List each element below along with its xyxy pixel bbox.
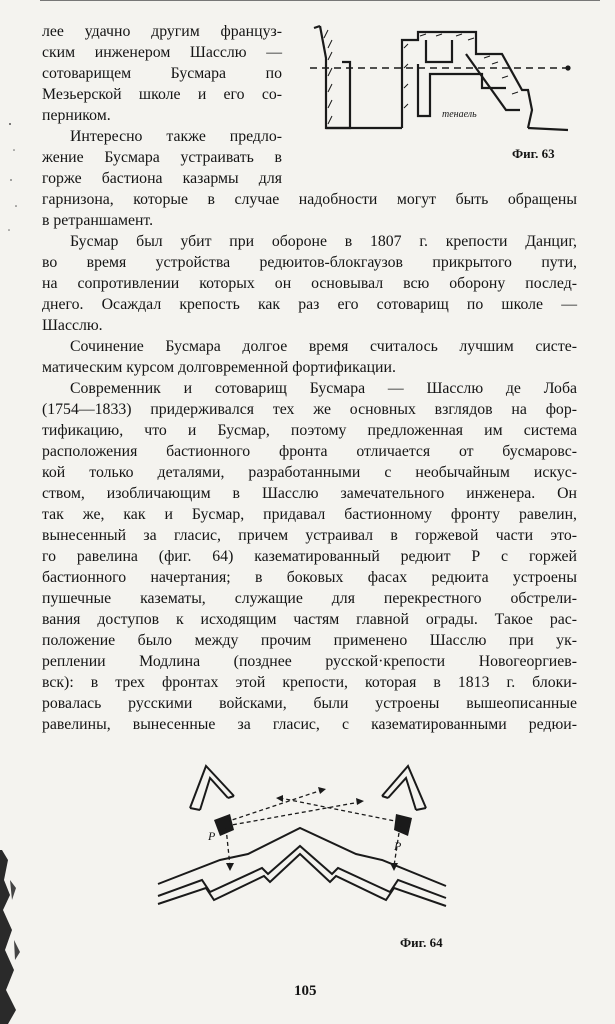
- figure-64-label-p-left: P: [208, 829, 216, 843]
- scan-edge-noise: [0, 840, 22, 1024]
- text-line: Мезьерской школе и его со-: [42, 86, 282, 103]
- text-line: ским инженером Шасслю —: [42, 44, 282, 61]
- text-line: на сопротивлении которых он основывал всю оборону послед-: [42, 275, 577, 292]
- figure-64-drawing: [150, 756, 460, 926]
- figure-63-drawing: [306, 18, 576, 148]
- text-line: Современник и сотоварищ Бусмара — Шасслю де Лоба: [70, 380, 577, 397]
- text-line: лее удачно другим француз-: [42, 23, 282, 40]
- text-line: положение было между прочим применено Шасслю при ук-: [42, 632, 577, 649]
- page-number: 105: [294, 983, 317, 999]
- text-line: кой только деталями, разработанными с необычайным искус-: [42, 464, 577, 481]
- text-line: равелины, вынесенные за гласис, с казематированными редюи-: [42, 716, 577, 733]
- text-line: вания доступов к исходящим частям главной ограды. Такое рас-: [42, 611, 577, 628]
- text-line: Шасслю.: [42, 317, 103, 334]
- text-line: во время устройства редюитов-блокгаузов прикрытого пути,: [42, 254, 577, 271]
- text-line: жение Бусмара устраивать в: [42, 149, 282, 166]
- text-line: го равелина (фиг. 64) казематированный редюит Р с горжей: [42, 548, 577, 565]
- text-line: Бусмар был убит при обороне в 1807 г. крепости Данциг,: [70, 233, 577, 250]
- text-line: так же, как и Бусмар, придавал бастионному фронту равелин,: [42, 506, 577, 523]
- text-line: бастионного начертания; в боковых фасах редюита устроены: [42, 569, 577, 586]
- text-line: сотоварищем Бусмара по: [42, 65, 282, 82]
- text-line: пушечные казематы, служащие для перекрестного обстрели-: [42, 590, 577, 607]
- text-line: ровалась русскими войсками, были устроены вышеописанные: [42, 695, 577, 712]
- text-line: ством, изобличающим в Шасслю замечательного инженера. Он: [42, 485, 577, 502]
- text-line: Сочинение Бусмара долгое время считалось лучшим систе-: [70, 338, 577, 355]
- figure-63-label: тенаель: [442, 109, 477, 120]
- figure-63-caption: Фиг. 63: [512, 146, 555, 161]
- top-rule: [40, 0, 600, 1]
- text-line: горже бастиона казармы для: [42, 170, 282, 187]
- figure-64-label-p-right: P: [394, 839, 402, 853]
- text-line: расположения бастионного фронта отличается от бусмаровс-: [42, 443, 577, 460]
- text-line: гарнизона, которые в случае надобности могут быть обращены: [42, 191, 577, 208]
- text-line: (1754—1833) придерживался тех же основных взглядов на фор-: [42, 401, 577, 418]
- text-line: в ретраншамент.: [42, 212, 154, 229]
- text-line: вынесенный за гласис, причем устраивал в горжевой части это-: [42, 527, 577, 544]
- text-line: Интересно также предло-: [70, 128, 282, 145]
- text-line: днего. Осаждал крепость как раз его сотоварищ по школе —: [42, 296, 577, 313]
- text-line: тификацию, что и Бусмар, поэтому предложенная им система: [42, 422, 577, 439]
- text-line: реплении Модлина (позднее русской·крепости Новогеоргиев-: [42, 653, 577, 670]
- text-line: вск): в трех фронтах этой крепости, которая в 1813 г. блоки-: [42, 674, 577, 691]
- text-line: матическим курсом долговременной фортификации.: [42, 359, 396, 376]
- figure-64-caption: Фиг. 64: [400, 935, 443, 950]
- text-line: перником.: [42, 107, 111, 124]
- scan-speckle: [6, 120, 20, 240]
